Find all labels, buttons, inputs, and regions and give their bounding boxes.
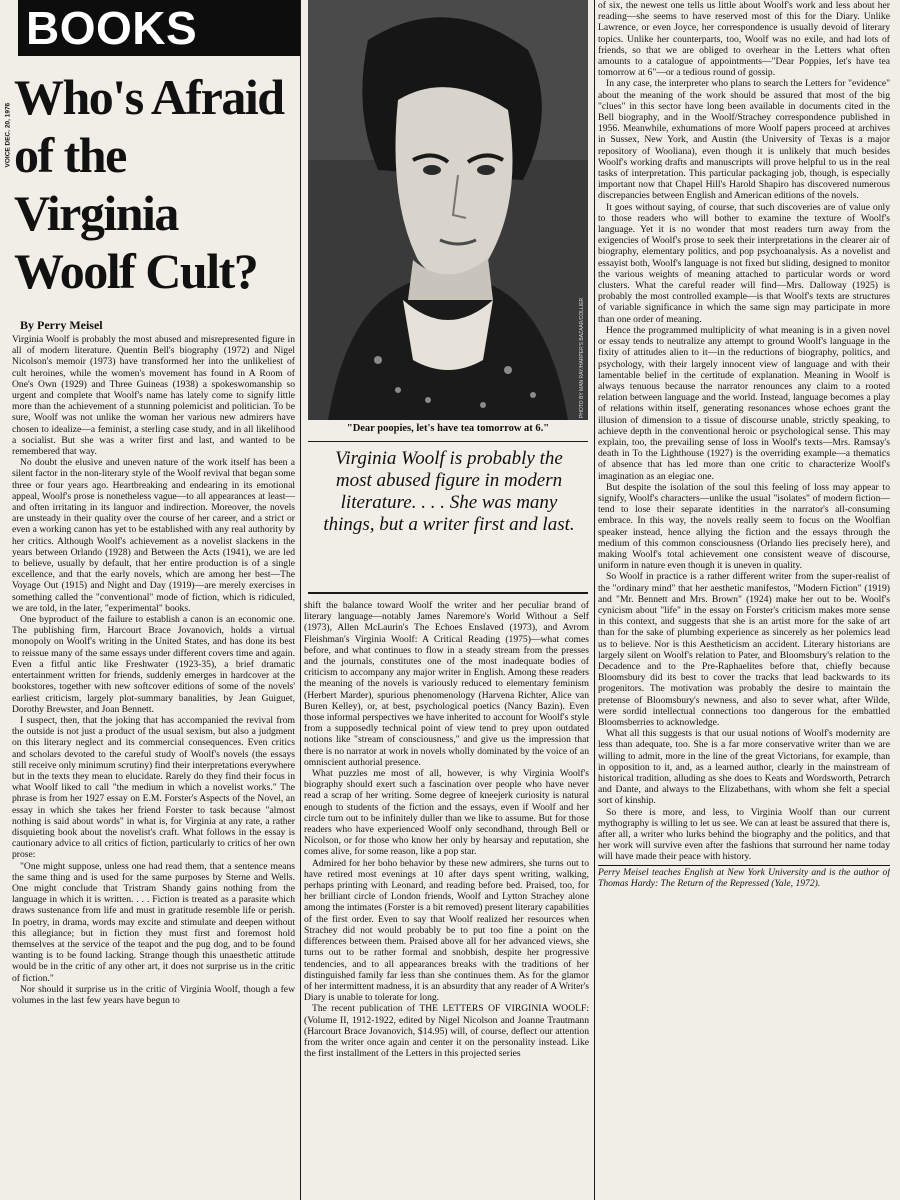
headline: Who's Afraid of the Virginia Woolf Cult? [14,69,284,299]
pull-quote: Virginia Woolf is probably the most abused figure in modern literature. . . . She was many things, but a writer first and last. [323,448,575,535]
dateline-vertical [2,70,14,170]
col1-paragraph: "One might suppose, unless one had read them, that a sentence means the same thing and is used for the same purposes by Sterne and Wells. One might conclude that Tristram Shandy gains nothing from the language in which it is written. . . . Fiction is treated as a parasite which draws sustenance from life and must in gratitude resemble life or perish. In poetry, in drama, words may excite and stimulate and deepen without this allegiance; but in fiction they must first and foremost hold themselves at the service of the teapot and the pug dog, and to be found wanting is to be found lacking. Strange though this unaesthetic attitude would be in the critic of any other art, it does not surprise us in the critic of fiction." [12,860,295,984]
col3-paragraph: of six, the newest one tells us little about Woolf's work and less about her reading—she seems to have reserved most of this for the Diary. Unlike Lawrence, or even Joyce, her correspondence is usually devoid of literary topics. Unlike her counterparts, too, Woolf was no exile, and had lots of friends, so that we are obliged to overhear in the Letters what often amounts to a catalogue of appointments—"Dear Poppies, let's have tea tomorrow at 6"—or a tedious round of gossip. [598,0,890,79]
article-column-2 [304,600,589,1198]
column-rule-right [594,0,595,1200]
col3-paragraph: What all this suggests is that our usual notions of Woolf's modernity are less than adequate, too. She is a far more conservative writer than we are willing to admit, more in the line of the great Victorians, for example, than in opposition to it, and, as a learned author, clearly in the mainstream of historical tradition, alluding as she does to Keats and Wordsworth, Petrarch and Dante, and always to the Elizabethans, with whom she felt a special sort of kinship. [598,728,890,807]
column-rule-left [300,0,301,1200]
section-banner: BOOKS [18,0,300,56]
col1-paragraph: One byproduct of the failure to establish a canon is an economic one. The publishing firm, Harcourt Brace Jovanovich, holds a virtual monopoly on Woolf's writing in the United States, and has done its best to reissue many of the same essays under different covers time and again. Even a fitful antic like Freshwater (1923-35), a brief dramatic entertainment written for friends, suddenly emerges in hardcover at the bookstores, together with new softcover editions of some of the novels' earliest criticism, largely plot-summary banalities, by Jean Guiguet, Dorothy Brewster, and Joan Bennett. [12,614,295,715]
col1-paragraph: Virginia Woolf is probably the most abused and misrepresented figure in all of modern literature. Quentin Bell's biography (1972) and Nigel Nicolson's memoir (1973) have transformed her into the unlikeliest of cult heroines, while the women's movement has found in A Room of One's Own (1929) and Three Guineas (1938) a spokeswomanship so urgent and complete that Woolf's name has lately come to signify little more than the achievement of a stunning polemicist and politician. To be sure, Woolf was not unlike the woman her various new admirers have chosen to idealize—a feminist, a sterling case study, and in all likelihood a socialist. But she was a writer first and last, and wanted to be remembered that way. [12,334,295,458]
col3-paragraph: But despite the isolation of the soul this feeling of loss may appear to signify, Woolf's characters—unlike the usual "isolates" of modern fiction—tend to lose their separate identities in the narrator's all-consuming embrace. In this way, the novels really seem to focus on the Woolfian speaker instead, hence allying the fiction and the essays through the medium of this common consciousness (Orlando lies precisely here), and making Woolf's total achievement one consistent weave of discourse, uniform in nature even though it is uneven in quality. [598,481,890,572]
author-portrait-photo [308,0,588,420]
photo-credit: PHOTO BY MAN RAY/HARPER'S BAZAAR/COLLIER [579,297,585,418]
col2-paragraph: The recent publication of THE LETTERS OF VIRGINIA WOOLF: (Volume II, 1912-1922, edited by Nigel Nicolson and Joanne Trautmann (Harcourt Brace Jovanovich, $14.95) will, of course, deflect our attention from the writer once again and center it on the personality instead. Like the first installment of the Letters in this projected series [304,1003,589,1060]
col2-paragraph: shift the balance toward Woolf the writer and her peculiar brand of literary language—notably James Naremore's World Without a Self (1973), Allen McLaurin's The Echoes Enslaved (1973), and Avrom Fleishman's Virginia Woolf: A Critical Reading (1975)—what comes before, and what continues to flow in a steady stream from the presses and the journals, constitutes one of the most inadequate bodies of criticism to accompany any major writer in English. Among these readers the meaning of the novels is variously reduced to elementary feminism (Herbert Marder), spurious phenomenology (Harvena Richter, Alice van Buren Kelley), or, at best, psychological poetics (Nancy Bazin). Even those informal perspectives we have inherited to account for Woolf's style from a supposedly technical point of view tend to prey upon outdated notions like "stream of consciousness," and give us the impression that there is no narrator at work in novels wholly dominated by the voice of an omniscient authorial presence. [304,600,589,768]
article-column-3 [598,0,890,1198]
photo-caption: "Dear poopies, let's have tea tomorrow at 6." [346,423,550,434]
col3-paragraph: Hence the programmed multiplicity of what meaning is in a given novel or essay tends to neutralize any attempt to ground Woolf's language in the fixity of attitudes alien to it—in the reductions of biography, politics, and psychology, with their largely innocent view of language and with their lamentable belief in the certitude of explanation. Meaning in Woolf is always tenuous because the narrator renounces any claim to a rooted relation between language and the world. Instead, language becomes a play of relations within itself, generating resonances whose echoes grant the illusion of dimension to a tissue of discourse unable, strictly speaking, to achieve depth in the conventional heroic or psychological sense. This may explain, too, the prevailing sense of loss in Woolf's texts—Mrs. Ramsay's death in To the Lighthouse (1927) is the overriding example—a thematics of absence that has led more than one critic to characterize Woolf's imagination as an elegiac one. [598,324,890,482]
author-bio: Perry Meisel teaches English at New York University and is the author of Thomas Hardy: The Return of the Repressed (Yale, 1972). [598,866,890,889]
pullquote-rule-bottom [308,592,588,594]
col1-paragraph: Nor should it surprise us in the critic of Virginia Woolf, though a few volumes in the last few years have begun to [12,983,295,1006]
col2-paragraph: What puzzles me most of all, however, is why Virginia Woolf's biography should exert such a fascination over people who have never read a scrap of her writing. Some degree of kneejerk curiosity is natural enough to students of the fiction and the essays, even if Woolf and her circle turn out to be infinitely duller than we like to assume. But for those readers who have experienced Woolf only secondhand, through Bell or Nicolson, or for those who know her only by hearsay and reputation, she comes alive, for some reason, like a pop star. [304,768,589,858]
col2-paragraph: Admired for her boho behavior by these new admirers, she turns out to have retired most evenings at 10 after days spent writing, walking, perhaps printing with Leonard, and reading before bed. Praised, too, for her brilliant circle of London friends, Woolf and Lytton Strachey alone among the intimates (Forster is a bit removed) present literary capabilities of the first order. Even to say that Woolf realized her resources when Strachey did not would probably be to put too fine a point on the differences between them. Praised above all for her advanced views, she turns out to be rather formal and snobbish, despite her progressive tendencies, and to all appearances breaks with the traditions of her distinguished family far less than she continues them. As for the glamor of her intermittent madness, it is an absurdity that any reader of A Writer's Diary is unable to tolerate for long. [304,857,589,1004]
col1-paragraph: No doubt the elusive and uneven nature of the work itself has been a silent factor in the non-literary style of the Woolf revival that began some three or four years ago. Heartbreaking and endearing in its emotional appeal, Woolf's prose is nonetheless vague—to all appearances at least—and often irritating in its languor and indirection. Moreover, the novels are unsteady in their quality over the course of her career, and a strict or even a working canon has yet to be established with any real authority by her critics. Although Woolf's achievement as a novelist slackens in the years between Orlando (1928) and Between the Acts (1941), we are led to believe, usually by default, that her entire production is of a single excellence, and that the early novels, which are among her best—The Voyage Out (1915) and Night and Day (1919)—are merely exercises in something called the "conventional" mode of fiction, which is ridiculed, we are told, in the later, "experimental" books. [12,457,295,614]
dateline: VOICE DEC. 20, 1976 [4,102,12,168]
col3-paragraph: So Woolf in practice is a rather different writer from the super-realist of the "ordinary mind" that her aesthetic manifestos, "Modern Fiction" (1919) and "Mr. Bennett and Mrs. Brown" (1924) make her out to be. Woolf's cynicism about "life" in the essay on Forster's criticism makes more sense in this context, and suggests that she is an artist more for the sake of art than for the sake of plumbing experience as sincerely as her polemics lead us to believe. Nor is this Aestheticism an accident. Literary historians are largely silent on Woolf's relation to Pater, and Bloomsbury's relation to the Decadence and to the Pre-Raphaelites before that, chiefly because Bloomsbury did its best to cover the tracks that lead backwards to its progenitors. The motivation was probably the desire to maintain the pretense of Bloomsbury's newness, and also to sever what, after Wilde, were sordid intellectual connections too dangerous for the embattled Bloomsberries to acknowledge. [598,571,890,728]
col3-paragraph: So there is more, and less, to Virginia Woolf than our current mythography is willing to let us see. We can at least be assured that there is, after all, a writer who lurks behind the biography and the politics, and that her work will survive even after the fashions that surround her name today will have made their peace with history. [598,806,890,863]
pullquote-rule-top [308,441,588,442]
col3-paragraph: In any case, the interpreter who plans to search the Letters for "evidence" about the meaning of the work should be assured that most of the big "clues" in this sector have long been available in documents cited in the Bell biography, and in the Woolf/Strachey correspondence published in 1956. Meanwhile, exhumations of more Woolf papers proceed at archives in Sussex, New York, and Austin (the University of Texas is a major repository of Wooliana), even though it is unlikely that much besides Woolf's working drafts and manuscripts will prove helpful to us in the real tasks of interpretation. This particular packaging job, though, is especially important now that Chapel Hill's Harold Shapiro has discovered numerous discrepancies between English and American editions of the novels. [598,78,890,202]
article-column-1 [12,318,295,1198]
photo-credit-vertical [577,190,585,420]
col1-paragraph: I suspect, then, that the joking that has accompanied the revival from the outside is not just a product of the usual sexism, but also a judgment on this literary neglect and its commercial consequences. Even critics and scholars devoted to the careful study of Woolf's novels (the essays still receive only minimum scrutiny) find their interpretations everywhere but in the texts they mean to elucidate. Rarely do they find their focus in what Woolf liked to call "the medium in which a novelist works." The phrase is from her 1927 essay on E.M. Forster's Aspects of the Novel, an essay in which she takes her friend Forster to task because "almost nothing is said about words" in what is, for Virginia at any rate, a rather disquieting book about the novelist's craft. What follows in the essay is cautionary advice to all critics of fiction, particularly to critics of her own prose: [12,714,295,861]
byline: By Perry Meisel [20,318,103,332]
col3-paragraph: It goes without saying, of course, that such discoveries are of value only to those readers who will bother to examine the texture of Woolf's language. Yet it is no wonder that most readers turn away from the exigencies of Woolf's prose to seek their interpretations in the clearer air of biography, elementary politics, and pop psychoanalysis. As a novelist and essayist both, Woolf's language is not fixed but sliding, designed to monitor the various weights of meaning attached to particular words or word clusters. What the careful reader will find—Mrs. Dalloway (1925) is probably the most controlled example—is that Woolf's texts are structures of variable significance in which the same sign may participate in more than one order of meaning. [598,201,890,325]
